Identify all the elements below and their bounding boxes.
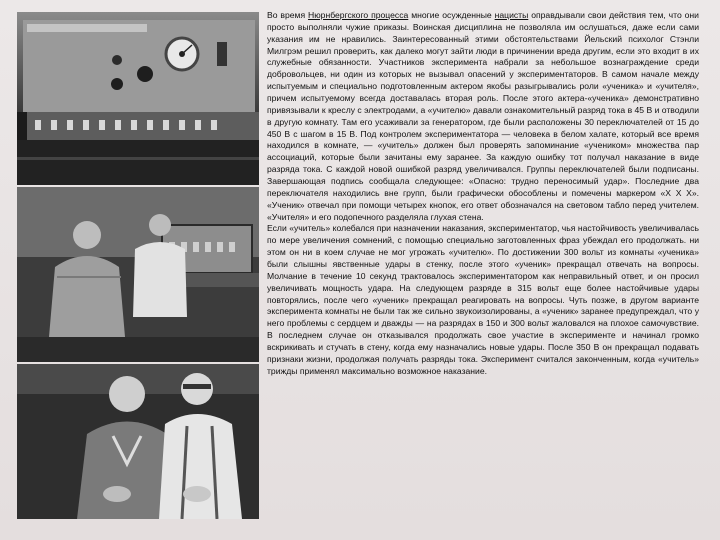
paragraph-1-rest: оправдывали свои действия тем, что они просто выполняли чужие приказы. Воинская дисциплина не позволяла им ослушаться, даже если сами указания им не нравились. Заинтересованный этими обстоятельствами Йельский психолог Стэнли Милгрэм решил проверить, как далеко могут зайти люди в причинении вреда другим, если это входит в их служебные обязанности. Участников эксперимента набрали за небольшое вознаграждение среди добровольцев, ни один из которых не вызывал опасений у экспериментаторов. В самом начале между испытуемым и специально подготовленным актером якобы разыгрывались роли «ученика» и «учителя», причем испытуемому всегда доставалась вторая роль. После этого актера-«ученика» демонстративно привязывали к креслу с электродами, а «учителю» давали ознакомительный разряд тока в 45 В и отводили в другую комнату. Там его усаживали за генератором, где были расположены 30 переключателей от 15 до 450 В с шагом в 15 В. Под контролем экспериментатора — человека в белом халате, который все время находился в комнате, — «учитель» должен был проверять запоминание «учеником» множества пар ассоциаций, которые были зачитаны ему заранее. За каждую ошибку тот получал наказание в виде разряда тока. С каждой новой ошибкой разряд увеличивался. Группы переключателей были подписаны. Завершающая подпись сообщала следующее: «Опасно: трудно переносимый удар». Последние два переключателя находились вне групп, были графически обособлены и помечены маркером «Х Х Х». «Ученик» отвечал при помощи четырех кнопок, его ответ обозначался на световом табло перед учителем. «Учителя» и его подопечного разделяла глухая стена. [267, 10, 699, 222]
milgram-shock-generator-photo [17, 12, 259, 185]
nuremberg-trials-link[interactable]: Нюрнбергского процесса [308, 10, 409, 20]
nazis-link[interactable]: нацисты [494, 10, 529, 20]
paragraph-1 [267, 10, 699, 223]
paragraph-1-start: Во время [267, 10, 309, 20]
paragraph-2: Если «учитель» колебался при назначении наказания, экспериментатор, чья настойчивость увеличивалась по мере увеличения сомнений, с помощью специально заготовленных фраз убеждал его продолжать. ни этом он ни в коем случае не мог угрожать «учителю». По достижении 300 вольт из комнаты «ученика» были слышны явственные удары в стенку, после этого «ученик» прекращал отвечать на вопросы. Молчание в течение 10 секунд трактовалось экспериментатором как неправильный ответ, и он просил увеличивать мощность удара. На следующем разряде в 315 вольт еще более настойчивые удары повторялись, после чего «ученик» прекращал реагировать на вопросы. Чуть позже, в другом варианте эксперимента комнаты не были так же сильно звукоизолированы, а «ученик» заранее предупреждал, что у него проблемы с сердцем и дважды — на разрядах в 150 и 300 вольт жаловался на плохое самочувствие. В последнем случае он отказывался продолжать свое участие в эксперименте и начинал громко вскрикивать и стучать в стену, когда ему назначались новые удары. После 350 В он прекращал подавать признаки жизни, продолжая получать разряды тока. Эксперимент считался законченным, когда «учитель» трижды применял максимально возможное наказание. [267, 223, 699, 376]
milgram-participants-photo [17, 364, 259, 519]
article-body [267, 10, 699, 378]
photo-column [17, 12, 259, 519]
paragraph-1-mid: многие осужденные [408, 10, 495, 20]
milgram-experimenters-photo [17, 187, 259, 362]
